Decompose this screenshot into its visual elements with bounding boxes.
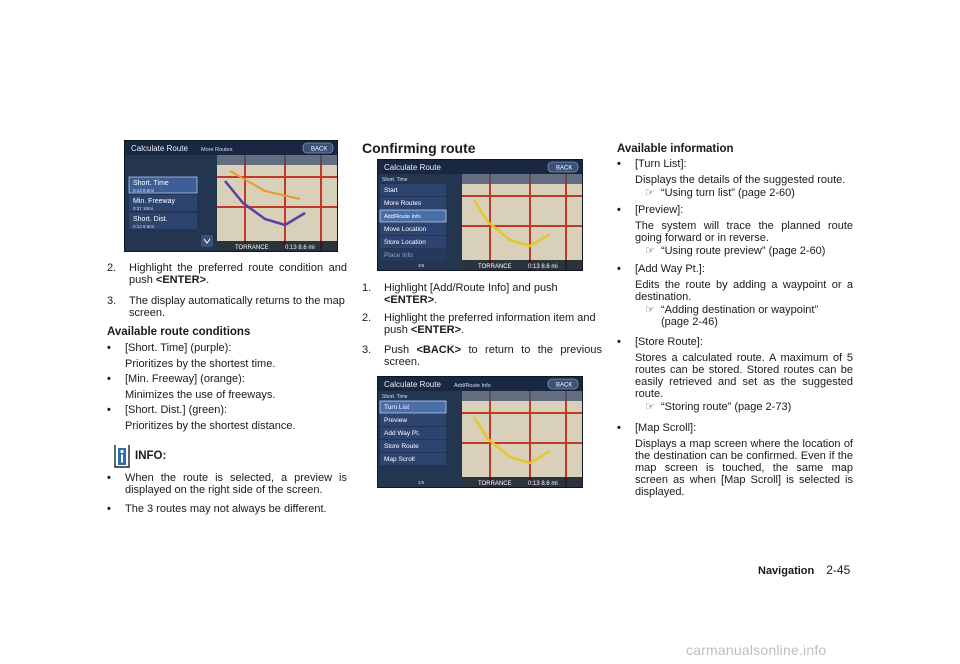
step-3-number: 3. [107, 295, 117, 307]
confirm-step-1-number: 1. [362, 282, 372, 294]
confirm-step-3-number: 3. [362, 344, 372, 356]
info-turn-list-ref[interactable]: “Using turn list” (page 2-60) [661, 187, 795, 199]
more-routes-item-1-detail: 0:37 10mi [133, 206, 153, 211]
confirm-item-4-label: Store Location [384, 239, 426, 246]
info-add-way-pt [617, 263, 853, 328]
condition-2 [107, 404, 347, 432]
more-routes-map-label: TORRANCE [235, 245, 269, 251]
route-info-page: 1/5 [418, 480, 425, 485]
step-3-text: The display automatically returns to the map screen. [129, 295, 345, 319]
step-2-number: 2. [107, 262, 117, 274]
info-item-1 [107, 503, 347, 515]
info-add-way-pt-ref2: (page 2-46) [661, 316, 718, 328]
screen-route-info [377, 376, 583, 488]
confirm-step-2: 2. Highlight the preferred information item and push <ENTER>. [362, 312, 596, 336]
more-routes-subtitle: More Routes [201, 147, 233, 153]
route-info-item-4-label: Map Scroll [384, 456, 415, 463]
more-routes-title: Calculate Route [131, 144, 188, 153]
info-preview [617, 204, 853, 257]
route-info-svg [378, 377, 582, 487]
confirm-step-1: 1. Highlight [Add/Route Info] and push <ENTER>. [362, 282, 558, 306]
more-routes-item-0-label: Short. Time [133, 180, 169, 187]
footer-page-number: 2-45 [826, 563, 851, 577]
confirm-item-1-label: More Routes [384, 200, 422, 207]
step-2-key: <ENTER> [155, 274, 207, 286]
confirm-item-2-label: Add/Route Info [384, 214, 421, 220]
confirm-status: 0:13 8.6 mi [528, 264, 558, 270]
bullet: • [107, 503, 111, 515]
confirm-page: 3/6 [418, 263, 425, 268]
route-info-item-2-label: Add Way Pt. [384, 430, 420, 437]
confirm-step-1-key: <ENTER> [384, 294, 435, 306]
info-preview-label: [Preview]: [635, 204, 684, 216]
confirm-step-3-key: <BACK> [416, 344, 462, 356]
step-2: 2. Highlight the preferred route condition and push <ENTER>. [107, 262, 347, 286]
confirm-step-2-number: 2. [362, 312, 372, 324]
info-preview-desc: The system will trace the planned route going forward or in reverse. [635, 220, 853, 244]
screen-more-routes [124, 140, 338, 252]
info-map-scroll [617, 422, 853, 498]
info-label: INFO: [135, 450, 167, 462]
info-store-route [617, 336, 853, 413]
route-info-item-1-label: Preview [384, 417, 408, 424]
info-item-0 [107, 472, 347, 496]
more-routes-svg [125, 141, 337, 251]
more-routes-item-2-detail: 0:13 8.6mi [133, 224, 155, 229]
confirm-map-label: TORRANCE [478, 264, 512, 270]
info-turn-list-label: [Turn List]: [635, 158, 687, 170]
pointing-hand-icon: ☞ [645, 401, 655, 413]
info-store-route-label: [Store Route]: [635, 336, 703, 348]
confirm-back-label: BACK [556, 165, 573, 172]
bullet: • [107, 472, 111, 484]
info-turn-list-desc: Displays the details of the suggested route. [635, 174, 846, 186]
confirm-step-2-text: Highlight the preferred information item and push [384, 312, 596, 336]
info-store-route-desc: Stores a calculated route. A maximum of 5 routes can be stored. Stored routes can be easily retrieved and set as the suggested route. [635, 352, 853, 400]
condition-0-desc: Prioritizes by the shortest time. [125, 358, 276, 370]
more-routes-item-1-label: Min. Freeway [133, 198, 176, 205]
confirm-top-label: Short. Time [382, 177, 408, 183]
bullet: • [617, 158, 621, 170]
more-routes-status: 0:13 8.6 mi [285, 245, 315, 251]
info-icon [113, 444, 131, 468]
route-info-status: 0:13 8.6 mi [528, 481, 558, 487]
info-map-scroll-label: [Map Scroll]: [635, 422, 697, 434]
confirm-step-1-text: Highlight [Add/Route Info] and push [384, 282, 558, 294]
step-3 [107, 295, 347, 319]
screen-confirm [377, 159, 583, 271]
bullet: • [617, 336, 621, 348]
footer-section: Navigation [758, 565, 815, 577]
info-turn-list [617, 158, 853, 199]
more-routes-scroll-down-button[interactable] [201, 235, 213, 247]
confirm-step-3-pre: Push [384, 344, 410, 356]
condition-0-label: [Short. Time] (purple): [125, 342, 232, 354]
route-info-subtitle: Add/Route Info [454, 383, 491, 389]
confirm-item-0-label: Start [384, 187, 398, 194]
condition-2-desc: Prioritizes by the shortest distance. [125, 420, 296, 432]
bullet: • [617, 263, 621, 275]
pointing-hand-icon: ☞ [645, 304, 655, 316]
condition-0 [107, 342, 347, 370]
info-store-route-ref[interactable]: “Storing route” (page 2-73) [661, 401, 792, 413]
route-info-item-3-label: Store Route [384, 443, 419, 450]
condition-1 [107, 373, 347, 401]
info-add-way-pt-ref[interactable]: “Adding destination or waypoint” [661, 304, 819, 316]
pointing-hand-icon: ☞ [645, 245, 655, 257]
route-info-back-label: BACK [556, 382, 573, 389]
info-item-1-text: The 3 routes may not always be different. [125, 503, 327, 515]
info-add-way-pt-label: [Add Way Pt.]: [635, 263, 705, 275]
confirm-step-2-key: <ENTER> [410, 324, 462, 336]
bullet: • [617, 422, 621, 434]
bullet: • [617, 204, 621, 216]
confirming-route-heading: Confirming route [362, 140, 476, 156]
page-footer [758, 563, 850, 577]
more-routes-item-2-label: Short. Dist. [133, 216, 168, 223]
confirm-step-3-text: to return to the previous screen. [384, 344, 602, 368]
confirm-title: Calculate Route [384, 163, 441, 172]
more-routes-back-label: BACK [311, 146, 328, 153]
info-add-way-pt-desc: Edits the route by adding a waypoint or a destination. [635, 279, 853, 303]
bullet: • [107, 373, 111, 385]
route-info-item-0-label: Turn List [384, 404, 410, 411]
info-map-scroll-desc: Displays a map screen where the location of the destination can be confirmed. Even if the map screen is touched, the same map screen as when [Map Scroll] is selected is displayed. [635, 438, 853, 498]
route-info-map-label: TORRANCE [478, 481, 512, 487]
available-info-heading: Available information [617, 143, 734, 155]
confirm-svg [378, 160, 582, 270]
condition-1-label: [Min. Freeway] (orange): [125, 373, 245, 385]
route-info-top-label: Short. Time [382, 394, 408, 400]
condition-1-desc: Minimizes the use of freeways. [125, 389, 276, 401]
more-routes-item-0-detail: 0:13 8.6mi [133, 188, 155, 193]
pointing-hand-icon: ☞ [645, 187, 655, 199]
info-item-0-text: When the route is selected, a preview is displayed on the right side of the screen. [125, 472, 347, 496]
bullet: • [107, 342, 111, 354]
conditions-heading: Available route conditions [107, 326, 251, 338]
watermark: carmanualsonline.info [686, 642, 827, 658]
info-preview-ref[interactable]: “Using route preview” (page 2-60) [661, 245, 826, 257]
step-2-text: Highlight the preferred route condition and push [129, 262, 347, 286]
confirm-item-5-label: Place Info [384, 252, 413, 259]
bullet: • [107, 404, 111, 416]
condition-2-label: [Short. Dist.] (green): [125, 404, 228, 416]
confirm-item-3-label: Move Location [384, 226, 427, 233]
confirm-step-3 [362, 344, 602, 368]
route-info-title: Calculate Route [384, 380, 441, 389]
